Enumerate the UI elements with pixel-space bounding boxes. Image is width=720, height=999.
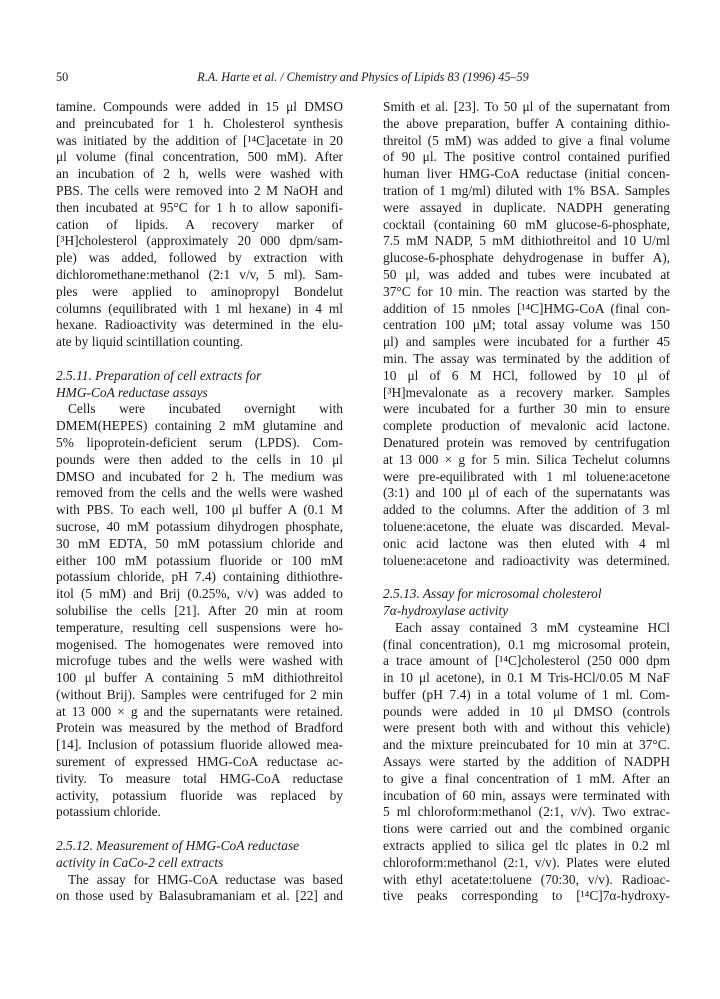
text-line: [³H]mevalonate as a recovery marker. Samples (383, 384, 670, 400)
text-line: tions were carried out and the combined organic (383, 821, 670, 837)
text-line: the above preparation, buffer A containing dithio- (383, 115, 670, 131)
text-line: cation of lipids. A recovery marker of (56, 216, 343, 232)
text-line: pounds were added in 10 μl DMSO (controls (383, 703, 670, 719)
left-text-column (56, 99, 343, 905)
text-line: sucrose, 40 mM potassium dihydrogen phosphate, (56, 518, 343, 534)
text-line: DMSO and incubated for 2 h. The medium was (56, 468, 343, 484)
text-line: tration of 1 mg/ml) diluted with 1% BSA. Samples (383, 182, 670, 198)
text-line: chloroform:methanol (2:1, v/v). Plates were eluted (383, 854, 670, 870)
text-line: columns (equilibrated with 1 ml hexane) in 4 ml (56, 300, 343, 316)
text-line: and the mixture preincubated for 10 min at 37°C. (383, 737, 670, 753)
text-line: dichloromethane:methanol (2:1 v/v, 5 ml). Sam- (56, 266, 343, 282)
text-line: ples were applied to aminopropyl Bondelut (56, 283, 343, 299)
text-line: surement of expressed HMG-CoA reductase ac- (56, 754, 343, 770)
text-line: ple) was added, followed by extraction with (56, 250, 343, 266)
paragraph-gap (56, 821, 343, 838)
section-heading-line: 7α-hydroxylase activity (383, 602, 509, 618)
text-line: was initiated by the addition of [¹⁴C]acetate in 20 (56, 132, 343, 148)
text-line: ate by liquid scintillation counting. (56, 334, 244, 350)
text-line: tamine. Compounds were added in 15 μl DMSO (56, 99, 343, 114)
text-line: on those used by Balasubramaniam et al. [22] and (56, 888, 343, 904)
text-line: microfuge tubes and the wells were washed with (56, 653, 343, 669)
text-line: (final concentration), 0.1 mg microsomal protein, (383, 636, 670, 652)
text-line: were incubated for a further 30 min to ensure (383, 401, 670, 417)
text-line: [³H]cholesterol (approximately 20 000 dpm/sam- (56, 233, 343, 249)
text-line: tive peaks corresponding to [¹⁴C]7α-hydroxy- (383, 888, 670, 904)
text-line: 37°C for 10 min. The reaction was started by the (383, 283, 670, 299)
text-line: 5% lipoprotein-deficient serum (LPDS). Com- (56, 434, 343, 450)
text-line: of 90 μl. The positive control contained purified (383, 149, 670, 165)
paragraph-first-line: Cells were incubated overnight with (68, 401, 343, 417)
text-line: were present both with and without this vehicle) (383, 720, 670, 736)
text-line: were assayed in duplicate. NADPH generating (383, 199, 670, 215)
text-line: PBS. The cells were removed into 2 M NaOH and (56, 182, 343, 198)
text-line: centration 100 μM; total assay volume was 150 (383, 317, 670, 333)
text-line: glucose-6-phosphate dehydrogenase in buffer A), (383, 250, 670, 266)
text-line: solubilise the cells [21]. After 20 min at room (56, 602, 343, 618)
text-line: potassium chloride. (56, 804, 161, 820)
paragraph-gap (56, 351, 343, 368)
text-line: itol (5 mM) and Brij (0.25%, v/v) was added to (56, 586, 343, 602)
text-line: temperature, resulting cell suspensions were ho- (56, 619, 343, 635)
text-line: pounds were then added to the cells in 10 μl (56, 451, 343, 467)
text-line: an incubation of 2 h, wells were washed with (56, 166, 343, 182)
text-line: Smith et al. [23]. To 50 μl of the supernatant from (383, 99, 670, 114)
text-line: were pre-equilibrated with 1 ml toluene:acetone (383, 468, 670, 484)
section-heading-line: activity in CaCo-2 cell extracts (56, 854, 224, 870)
text-line: onic acid lactone was then eluted with 4 ml (383, 535, 670, 551)
right-text-column (383, 99, 670, 905)
paragraph-gap (383, 569, 670, 586)
paragraph-first-line: The assay for HMG-CoA reductase was based (68, 871, 343, 887)
text-line: at 13 000 × g for 5 min. Silica Techelut columns (383, 451, 670, 467)
section-heading-line: 2.5.12. Measurement of HMG-CoA reductase (56, 838, 300, 854)
text-line: with ethyl acetate:toluene (70:30, v/v). Radioac- (383, 871, 670, 887)
section-heading-line: 2.5.13. Assay for microsomal cholesterol (383, 586, 602, 602)
text-line: 10 μl of 6 M HCl, followed by 10 μl of (383, 367, 670, 383)
text-line: min. The assay was terminated by the addition of (383, 350, 670, 366)
text-line: threitol (5 mM) was added to give a final volume (383, 132, 670, 148)
text-line: buffer (pH 7.4) in a total volume of 1 ml. Com- (383, 686, 670, 702)
paragraph-first-line: Each assay contained 3 mM cysteamine HCl (395, 619, 670, 635)
text-line: tivity. To measure total HMG-CoA reductase (56, 770, 343, 786)
text-line: cocktail (containing 60 mM glucose-6-phosphate, (383, 216, 670, 232)
text-line: extracts applied to silica gel tlc plates in 0.2 ml (383, 838, 670, 854)
text-line: at 13 000 × g and the supernatants were retained. (56, 703, 343, 719)
text-line: complete production of mevalonic acid lactone. (383, 418, 670, 434)
text-line: μl volume (final concentration, 500 mM). After (56, 149, 343, 165)
section-heading-line: 2.5.11. Preparation of cell extracts for (56, 367, 262, 383)
text-line: 30 mM EDTA, 50 mM potassium chloride and (56, 535, 343, 551)
text-line: then incubated at 95°C for 1 h to allow saponifi- (56, 199, 343, 215)
text-line: DMEM(HEPES) containing 2 mM glutamine and (56, 418, 343, 434)
text-line: with PBS. To each well, 100 μl buffer A (0.1 M (56, 502, 343, 518)
text-line: hexane. Radioactivity was determined in the elu- (56, 317, 343, 333)
text-line: (without Brij). Samples were centrifuged for 2 min (56, 686, 343, 702)
text-line: added to the columns. After the addition of 3 ml (383, 502, 670, 518)
text-line: either 100 mM potassium fluoride or 100 mM (56, 552, 343, 568)
text-line: Denatured protein was removed by centrifugation (383, 434, 670, 450)
text-line: potassium chloride, pH 7.4) containing dithiothre- (56, 569, 343, 585)
text-line: (3:1) and 100 μl of each of the supernatants was (383, 485, 670, 501)
text-line: activity, potassium fluoride was replaced by (56, 787, 343, 803)
text-line: 100 μl buffer A containing 5 mM dithiothreitol (56, 670, 343, 686)
text-line: 7.5 mM NADP, 5 mM dithiothreitol and 10 U/ml (383, 233, 670, 249)
text-line: in 10 μl acetone), in 0.1 M Tris-HCl/0.05 M NaF (383, 670, 670, 686)
text-line: 50 μl, was added and tubes were incubated at (383, 266, 670, 282)
text-line: to give a final concentration of 1 mM. After an (383, 770, 670, 786)
text-line: Protein was measured by the method of Bradford (56, 720, 343, 736)
running-header (56, 69, 670, 85)
text-line: incubation of 60 min, assays were terminated with (383, 787, 670, 803)
journal-running-title: R.A. Harte et al. / Chemistry and Physics of Lipids 83 (1996) 45–59 (197, 70, 529, 84)
page-number: 50 (56, 70, 69, 84)
text-line: 5 ml chloroform:methanol (2:1, v/v). Two extrac- (383, 804, 670, 820)
text-line: and preincubated for 1 h. Cholesterol synthesis (56, 115, 343, 131)
text-line: toluene:acetone, the eluate was discarded. Meval- (383, 518, 670, 534)
text-line: removed from the cells and the wells were washed (56, 485, 343, 501)
text-line: toluene:acetone and radioactivity was determined. (383, 552, 670, 568)
text-line: Assays were started by the addition of NADPH (383, 754, 670, 770)
section-heading-line: HMG-CoA reductase assays (56, 384, 208, 400)
text-line: mogenised. The homogenates were removed into (56, 636, 343, 652)
text-line: [14]. Inclusion of potassium fluoride allowed mea- (56, 737, 343, 753)
text-line: human liver HMG-CoA reductase (initial concen- (383, 166, 670, 182)
text-line: addition of 15 nmoles [¹⁴C]HMG-CoA (final con- (383, 300, 670, 316)
text-line: μl) and samples were incubated for a further 45 (383, 334, 670, 350)
text-line: a trace amount of [¹⁴C]cholesterol (250 000 dpm (383, 653, 670, 669)
